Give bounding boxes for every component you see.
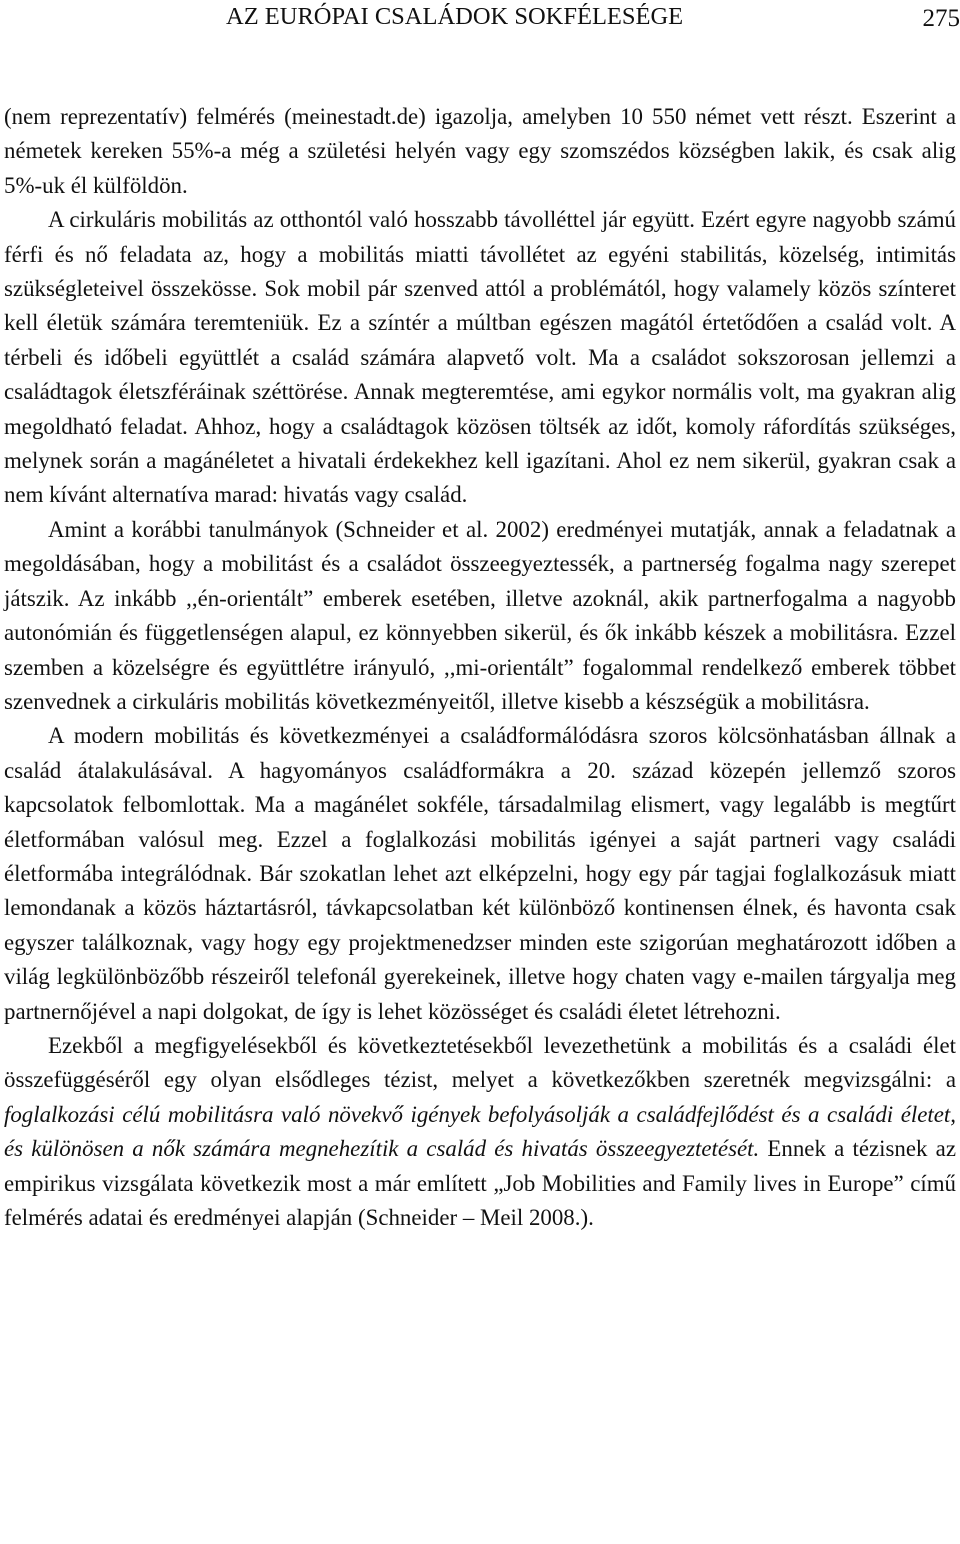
paragraph-3: Amint a korábbi tanulmányok (Schneider et al. 2002) eredményei mutatják, annak a feladatnak a megoldásában, hogy a mobilitást és a családot összeegyeztessék, a partnerség fogalma nagy szerepet játszik. Az inkább ,,én-orientált” emberek esetében, illetve azoknál, akik partnerfogalma a nagyobb autonómián és függetlenségen alapul, ez könnyebben sikerül, és ők inkább készek a mobilitásra. Ezzel szemben a közelségre és együttlétre irányuló, ,,mi-orientált” fogalommal rendelkező emberek többet szenvednek a cirkuláris mobilitás következményeitől, illetve kisebb a készségük a mobilitásra.: [4, 516, 956, 714]
running-title: AZ EURÓPAI CSALÁDOK SOKFÉLESÉGE: [226, 3, 684, 30]
paragraph-5: [4, 1029, 956, 1235]
paragraph-5-tail: Ennek a tézisnek az empirikus vizsgálata következik most a már említett „Job Mobilities and Family lives in Europe” című felmérés adatai és eredményei alapján (Schneider – Meil 2008.).: [4, 1136, 956, 1230]
paragraph-4: A modern mobilitás és következményei a családformálódásra szoros kölcsönhatásban állnak a család átalakulásával. A hagyományos családformákra a 20. század közepén jellemző szoros kapcsolatok felbomlottak. Ma a magánélet sokféle, társadalmilag elismert, vagy legalább is megtűrt életformában valósul meg. Ezzel a foglalkozási mobilitás igényei a saját partneri vagy családi életformába integrálódnak. Bár szokatlan lehet azt elképzelni, hogy egy pár tagjai foglalkozásuk miatt lemondanak a közös háztartásról, távkapcsolatban két különböző kontinensen élnek, és havonta csak egyszer találkoznak, vagy hogy egy projektmenedzser minden este szigorúan meghatározott időben a világ legkülönbözőbb részeiről telefonál gyerekeinek, illetve hogy chaten vagy e-mailen tárgyalja meg partnernőjével a napi dolgokat, de így is lehet közösséget és családi életet létrehozni.: [4, 723, 956, 1024]
paragraph-5-lead: Ezekből a megfigyelésekből és következtetésekből levezethetünk a mobilitás és a családi élet összefüggéséről egy olyan elsődleges tézist, melyet a következőkben szeretnék megvizsgálni: a: [4, 1032, 956, 1093]
paragraph-1: (nem reprezentatív) felmérés (meinestadt.de) igazolja, amelyben 10 550 német vett részt. Eszerint a németek kereken 55%-a még a születési helyén vagy egy szomszédos községben lakik, és csak alig 5%-uk él külföldön.: [4, 104, 956, 198]
paragraph-2: A cirkuláris mobilitás az otthontól való hosszabb távolléttel jár együtt. Ezért egyre nagyobb számú férfi és nő feladata az, hogy a mobilitás miatti távollétet az egyéni stabilitás, közelség, intimitás szükségleteivel összekösse. Sok mobil pár szenved attól a problémától, hogy valamely közös színteret kell életük számára teremteniük. Ez a színtér a múltban egészen magától értetődően a család volt. A térbeli és időbeli együttlét a család számára alapvető volt. Ma a családot sokszorosan jellemzi a családtagok életszféráinak széttörése. Annak megteremtése, ami egykor normális volt, ma gyakran alig megoldható feladat. Ahhoz, hogy a családtagok közösen töltsék az időt, komoly ráfordítás szükséges, melynek során a magánéletet a hivatali érdekekhez kell igazítani. Ahol ez nem sikerül, gyakran csak a nem kívánt alternatíva marad: hivatás vagy család.: [4, 207, 956, 508]
page-number: 275: [922, 5, 960, 32]
body-text: [4, 100, 956, 1235]
thesis-statement: foglalkozási célú mobilitásra való növekvő igények befolyásolják a családfejlődést és a családi életet, és különösen a nők számára megnehezítik a család és hivatás összeegyeztetését.: [4, 1101, 956, 1162]
running-header: [0, 0, 960, 46]
